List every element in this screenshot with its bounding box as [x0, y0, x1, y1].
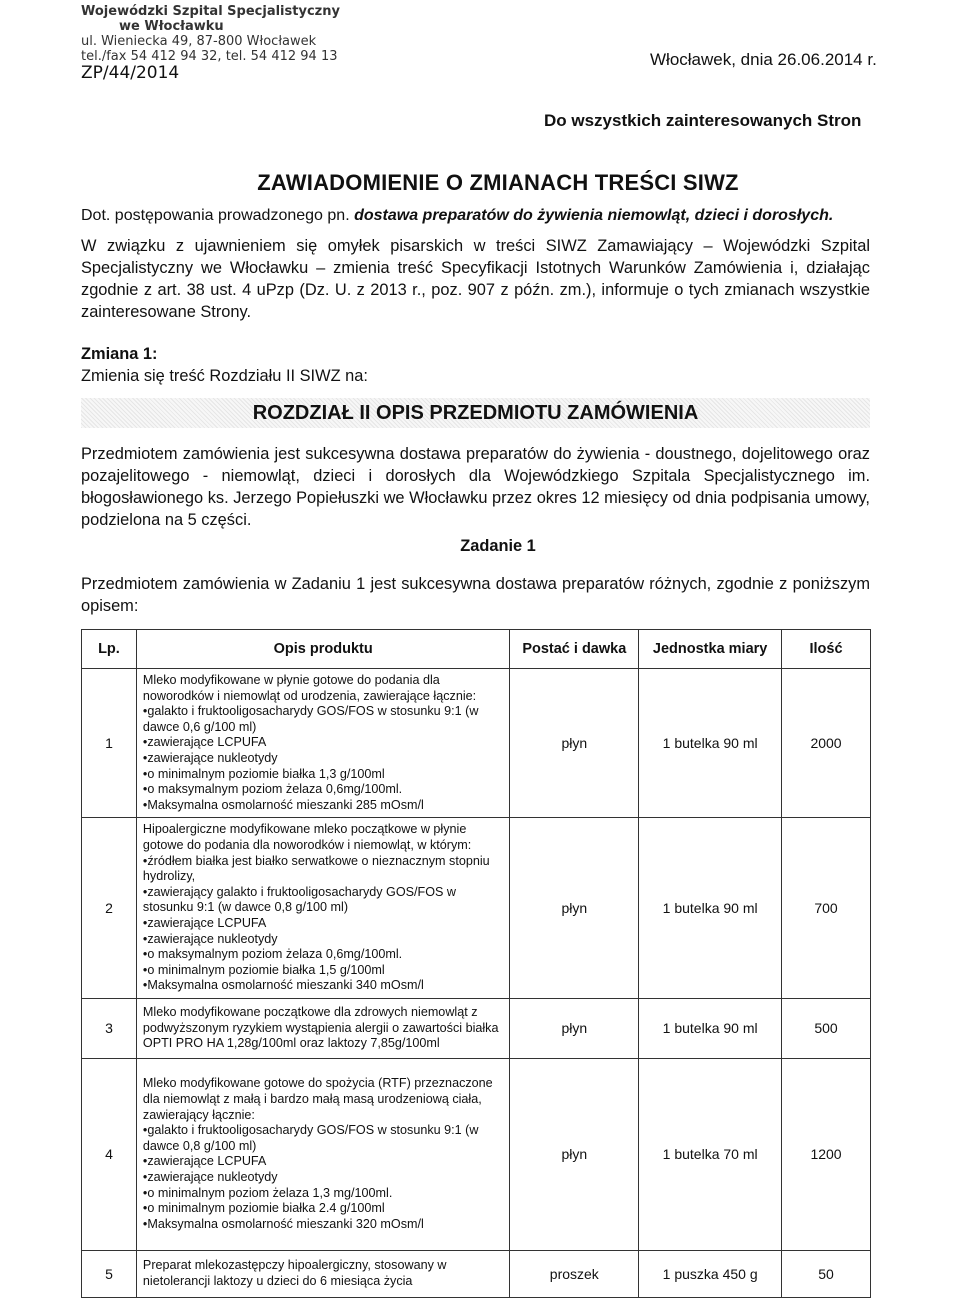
description-bullet: • Maksymalna osmolarność mieszanki 320 mOsm/l	[143, 1217, 503, 1233]
row-form: płyn	[510, 669, 639, 818]
description-intro: Mleko modyfikowane początkowe dla zdrowych niemowląt z podwyższonym ryzykiem wystąpienia alergii o zawartości białka OPTI PRO HA 1,28g/100ml oraz laktozy 7,85g/100ml	[142, 1004, 499, 1051]
description-bullet: • galakto i fruktooligosacharydy GOS/FOS w stosunku 9:1 (w dawce 0,6 g/100 ml)	[143, 704, 503, 735]
row-quantity: 50	[782, 1250, 871, 1297]
description-bullet: • zawierające LCPUFA	[143, 735, 503, 751]
row-lp: 2	[82, 818, 137, 999]
intro-paragraph: W związku z ujawnieniem się omyłek pisarskich w treści SIWZ Zamawiający – Wojewódzki Szpital Specjalistyczny we Włocławku – zmienia treść Specyfikacji Istotnych Warunków Zamówienia i, działając zgodnie z art. 38 ust. 4 uPzp (Dz. U. z 2013 r., poz. 907 z późn. zm.), informuje o tych zmianach wszystkie zainteresowane Strony.	[81, 237, 870, 321]
row-unit: 1 butelka 90 ml	[639, 818, 782, 999]
row-lp: 1	[82, 669, 137, 818]
header-unit: Jednostka miary	[639, 630, 782, 669]
change-heading: Zmiana 1:	[81, 345, 158, 363]
sender-name: Wojewódzki Szpital Specjalistyczny	[81, 4, 340, 19]
description-bullet: • galakto i fruktooligosacharydy GOS/FOS w stosunku 9:1 (w dawce 0,8 g/100 ml)	[143, 1123, 503, 1154]
row-description	[136, 669, 509, 818]
row-quantity: 1200	[782, 1058, 871, 1250]
description-bullet: • o minimalnym poziomie białka 1,5 g/100ml	[143, 963, 503, 979]
row-quantity: 500	[782, 998, 871, 1058]
row-quantity: 2000	[782, 669, 871, 818]
description-bullet: • o maksymalnym poziom żelaza 0,6mg/100ml.	[143, 947, 503, 963]
row-lp: 3	[82, 998, 137, 1058]
row-description	[136, 1058, 509, 1250]
description-intro: Mleko modyfikowane gotowe do spożycia (RTF) przeznaczone dla niemowląt z małą i bardzo małą masą urodzeniową ciała, zawierający łącznie:	[142, 1076, 493, 1122]
subject-prefix: Dot. postępowania prowadzonego pn.	[81, 207, 350, 224]
description-bullet: • o minimalnym poziom żelaza 1,3 mg/100ml.	[143, 1186, 503, 1202]
description-bullet: • zawierające nukleotydy	[143, 1170, 503, 1186]
sender-header	[81, 4, 340, 83]
header-quantity: Ilość	[782, 630, 871, 669]
row-unit: 1 puszka 450 g	[639, 1250, 782, 1297]
reference-number: ZP/44/2014	[81, 63, 180, 83]
row-lp: 5	[82, 1250, 137, 1297]
row-unit: 1 butelka 70 ml	[639, 1058, 782, 1250]
description-bullet: • zawierające LCPUFA	[143, 916, 503, 932]
description-intro: Preparat mlekozastępczy hipoalergiczny, stosowany w nietolerancji laktozy u dzieci do 6 miesiąca życia	[142, 1258, 447, 1288]
recipient-line: Do wszystkich zainteresowanych Stron	[544, 111, 862, 130]
row-description	[136, 1250, 509, 1297]
row-unit: 1 butelka 90 ml	[639, 669, 782, 818]
description-bullet: • o minimalnym poziomie białka 2.4 g/100ml	[143, 1201, 503, 1217]
description-bullet: • zawierające LCPUFA	[143, 1154, 503, 1170]
change-text: Zmienia się treść Rozdziału II SIWZ na:	[81, 367, 368, 385]
row-form: płyn	[510, 818, 639, 999]
row-quantity: 700	[782, 818, 871, 999]
table-row	[82, 818, 871, 999]
sender-address: ul. Wieniecka 49, 87-800 Włocławek	[81, 34, 317, 49]
description-bullet: • zawierające nukleotydy	[143, 751, 503, 767]
row-description	[136, 998, 509, 1058]
task-paragraph: Przedmiotem zamówienia w Zadaniu 1 jest sukcesywna dostawa preparatów różnych, zgodnie z poniższym opisem:	[81, 575, 870, 615]
task-heading: Zadanie 1	[460, 537, 536, 555]
document-title: ZAWIADOMIENIE O ZMIANACH TREŚCI SIWZ	[257, 170, 739, 195]
description-bullet: • zawierające nukleotydy	[143, 932, 503, 948]
table-row	[82, 1058, 871, 1250]
product-table	[81, 629, 871, 1298]
header-description: Opis produktu	[136, 630, 509, 669]
table-row	[82, 1250, 871, 1297]
description-bullet: • o maksymalnym poziom żelaza 0,6mg/100ml.	[143, 782, 503, 798]
sender-city: we Włocławku	[119, 19, 224, 34]
row-description	[136, 818, 509, 999]
header-form: Postać i dawka	[510, 630, 639, 669]
table-row	[82, 669, 871, 818]
row-form: płyn	[510, 998, 639, 1058]
table-body	[82, 669, 871, 1298]
description-bullet: • Maksymalna osmolarność mieszanki 285 mOsm/l	[143, 798, 503, 814]
row-lp: 4	[82, 1058, 137, 1250]
description-bullet: • źródłem białka jest białko serwatkowe o nieznacznym stopniu hydrolizy,	[143, 854, 503, 885]
table-header-row	[82, 630, 871, 669]
header-lp: Lp.	[82, 630, 137, 669]
sender-phone: tel./fax 54 412 94 32, tel. 54 412 94 13	[81, 49, 338, 64]
table-row	[82, 998, 871, 1058]
description-bullet: • Maksymalna osmolarność mieszanki 340 mOsm/l	[143, 978, 503, 994]
subject-title: dostawa preparatów do żywienia niemowląt, dzieci i dorosłych.	[354, 207, 834, 224]
description-intro: Hipoalergiczne modyfikowane mleko początkowe w płynie gotowe do podania dla noworodków i niemowląt, w którym:	[142, 822, 472, 852]
row-form: płyn	[510, 1058, 639, 1250]
description-intro: Mleko modyfikowane w płynie gotowe do podania dla noworodków i niemowląt od urodzenia, zawierające łącznie:	[142, 673, 477, 703]
section-banner: ROZDZIAŁ II OPIS PRZEDMIOTU ZAMÓWIENIA	[81, 398, 870, 428]
description-bullet: • zawierający galakto i fruktooligosacharydy GOS/FOS w stosunku 9:1 (w dawce 0,8 g/100 ml)	[143, 885, 503, 916]
subject-line	[81, 207, 833, 225]
section-paragraph: Przedmiotem zamówienia jest sukcesywna dostawa preparatów do żywienia - doustnego, dojelitowego oraz pozajelitowego - niemowląt, dzieci i dorosłych dla Wojewódzkiego Szpitala Specjalistycznego im. błogosławionego ks. Jerzego Popiełuszki we Włocławku przez okres 12 miesięcy od dnia podpisania umowy, podzielona na 5 części.	[81, 445, 870, 529]
description-bullet: • o minimalnym poziomie białka 1,3 g/100ml	[143, 767, 503, 783]
row-form: proszek	[510, 1250, 639, 1297]
document-date: Włocławek, dnia 26.06.2014 r.	[650, 50, 877, 69]
row-unit: 1 butelka 90 ml	[639, 998, 782, 1058]
